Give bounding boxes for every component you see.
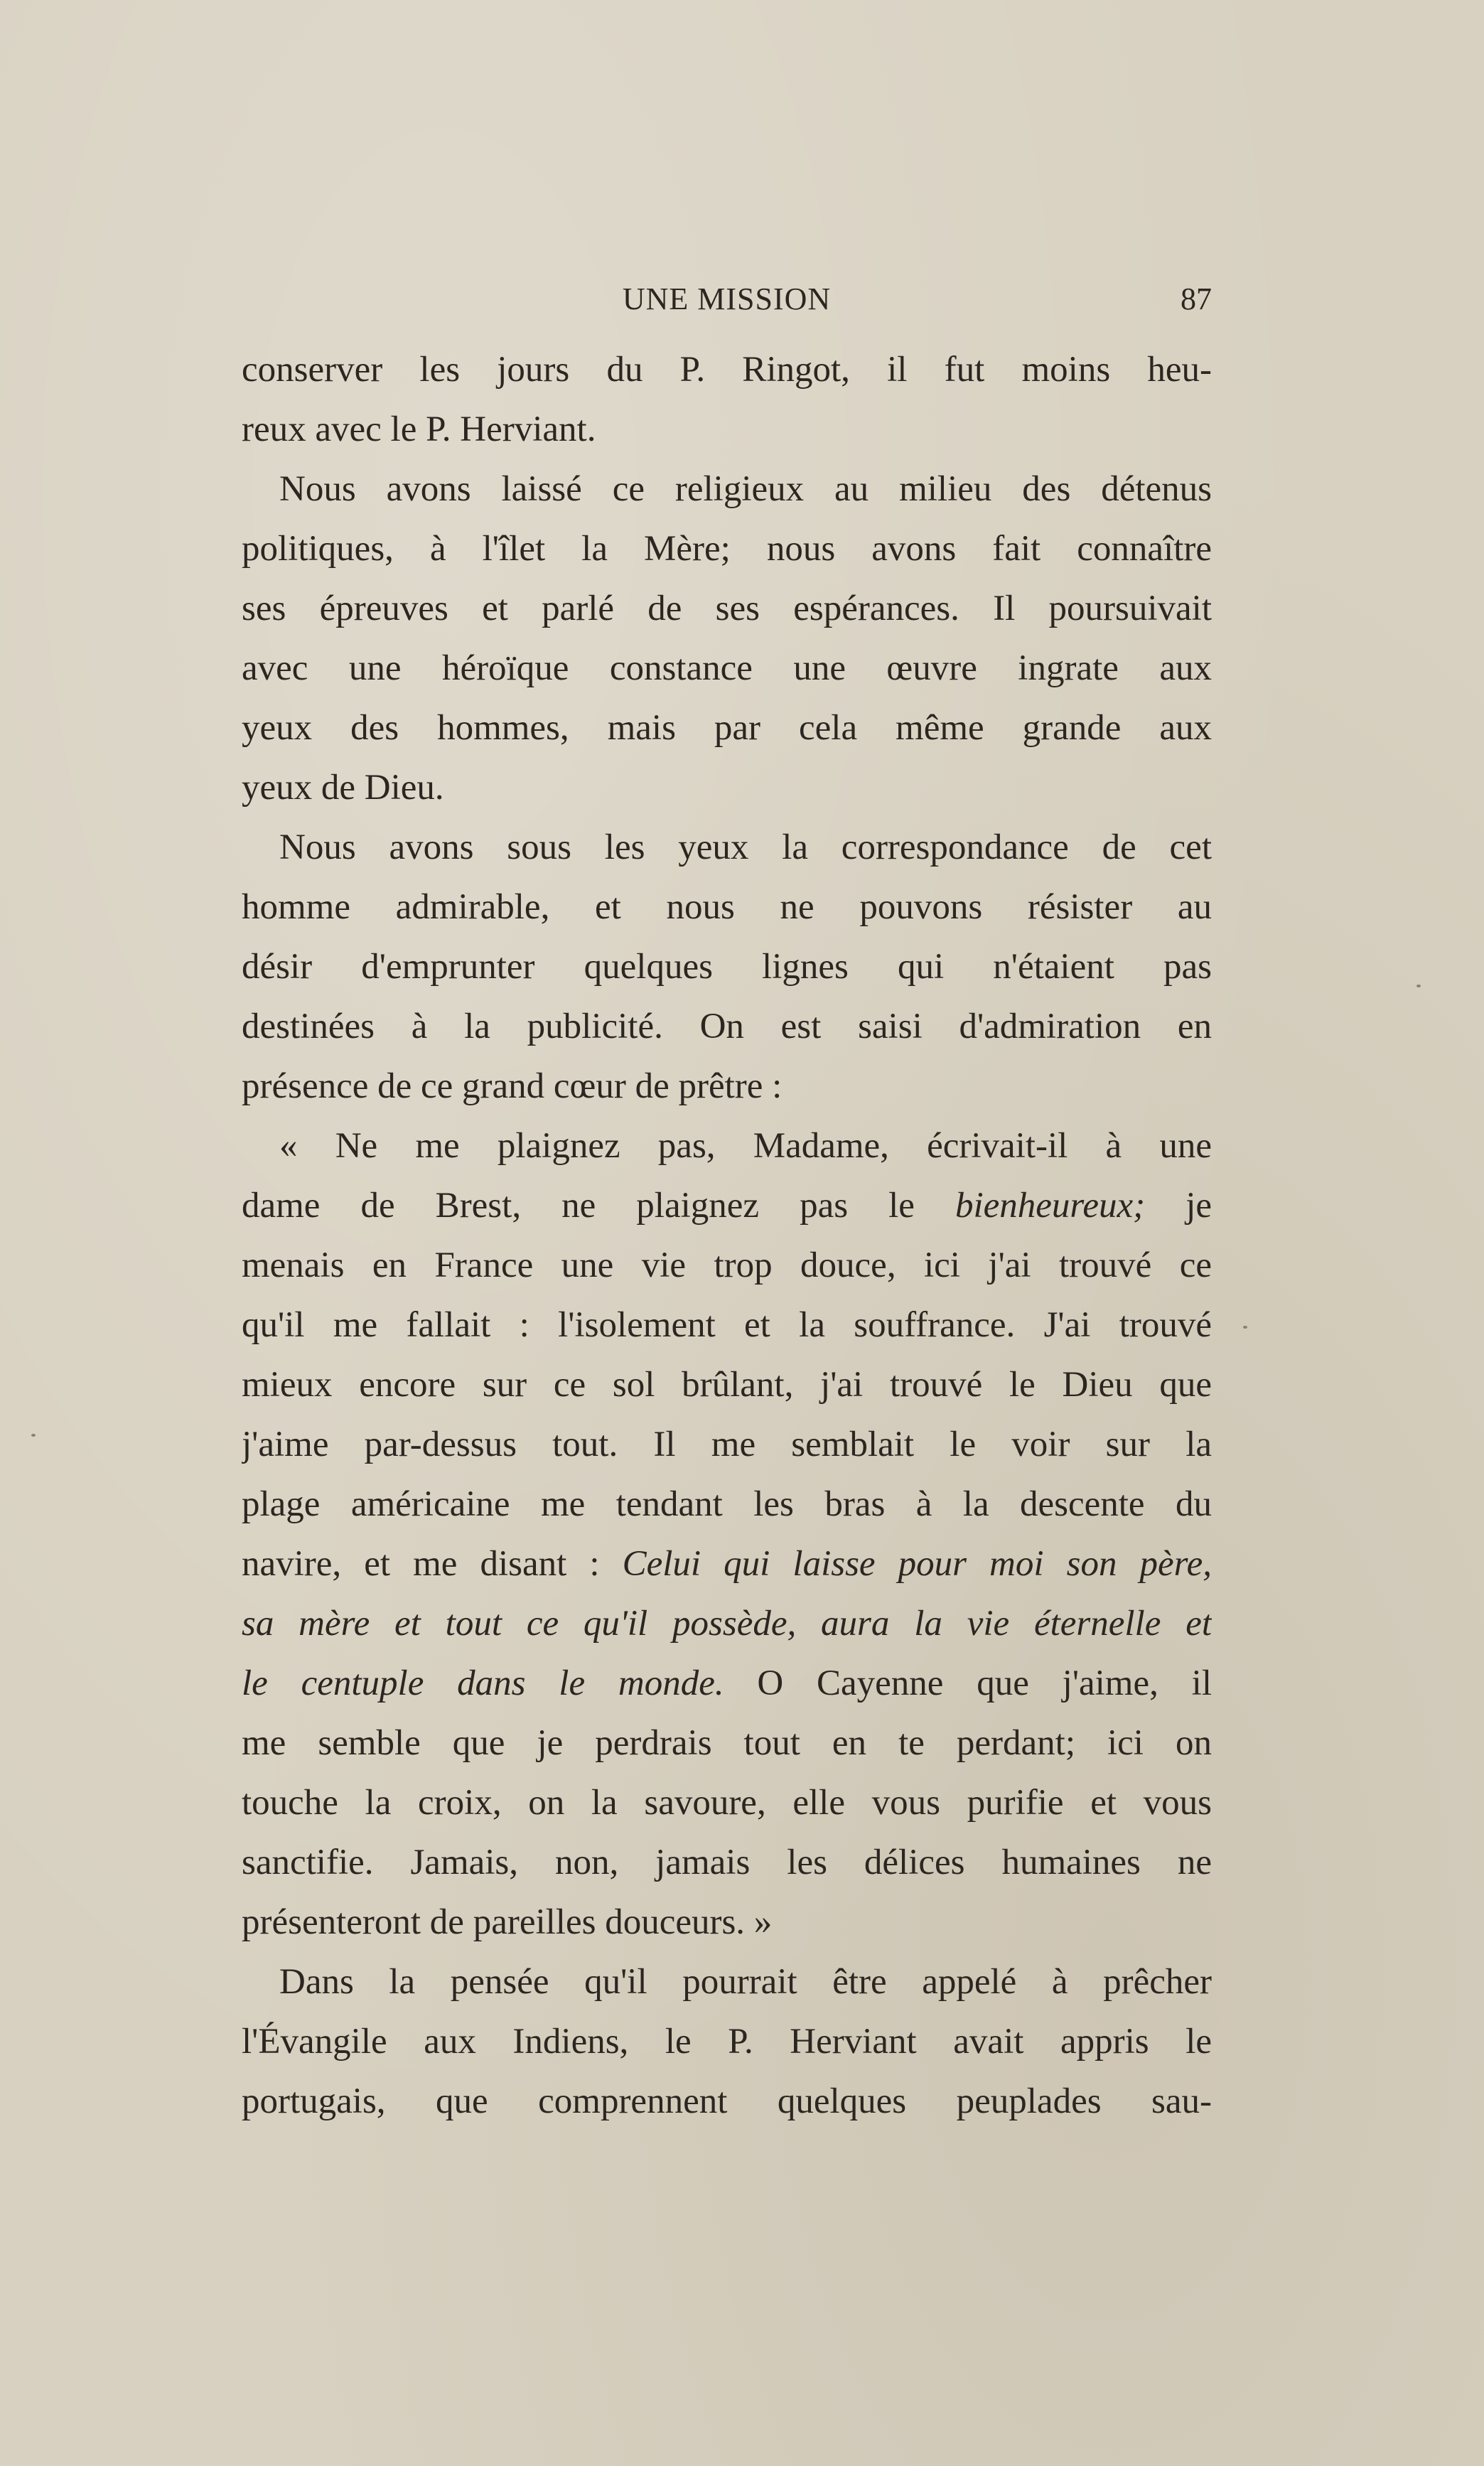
quote-text: dame de Brest, ne plaignez pas le: [242, 1186, 955, 1226]
text-line: homme admirable, et nous ne pouvons résister au: [242, 887, 1212, 927]
quote-line: [242, 1116, 1212, 1176]
text-line: ses épreuves et parlé de ses espérances. Il poursuivait: [242, 589, 1212, 628]
quote-text: me semble que je perdrais tout en te perdant; ici on: [242, 1723, 1212, 1763]
quote-line: [242, 1892, 1212, 1952]
text-line: présence de ce grand cœur de prêtre :: [242, 1066, 783, 1106]
text-line: avec une héroïque constance une œuvre ingrate aux: [242, 648, 1212, 688]
paper-speck: [1243, 1326, 1247, 1329]
text-line: yeux des hommes, mais par cela même grande aux: [242, 708, 1212, 748]
text-line: yeux de Dieu.: [242, 768, 444, 808]
paper-speck: [1416, 985, 1421, 987]
quote-text: présenteront de pareilles douceurs. »: [242, 1902, 773, 1942]
text-line: Nous avons laissé ce religieux au milieu des détenus: [279, 469, 1212, 509]
quote-italic-text: Celui qui laisse pour moi son père,: [622, 1544, 1212, 1584]
quote-line: [242, 1415, 1212, 1474]
quote-text: qu'il me fallait : l'isolement et la souffrance. J'ai trouvé: [242, 1305, 1212, 1345]
quote-line: [242, 1355, 1212, 1415]
page-number: 87: [1181, 282, 1212, 316]
quote-text: touche la croix, on la savoure, elle vous purifie et vous: [242, 1783, 1212, 1823]
text-line: portugais, que comprennent quelques peuplades sau-: [242, 2081, 1212, 2121]
quote-italic-text: sa mère et tout ce qu'il possède, aura la vie éternelle et: [242, 1604, 1212, 1644]
quote-text: mieux encore sur ce sol brûlant, j'ai trouvé le Dieu que: [242, 1365, 1212, 1405]
quote-text: navire, et me disant :: [242, 1544, 623, 1584]
quote-line: [242, 1713, 1212, 1773]
quote-text: sanctifie. Jamais, non, jamais les délices humaines ne: [242, 1843, 1212, 1882]
quote-text: je: [1145, 1186, 1212, 1226]
quote-line: [242, 1653, 1212, 1713]
text-line: politiques, à l'îlet la Mère; nous avons fait connaître: [242, 529, 1212, 569]
text-line: conserver les jours du P. Ringot, il fut moins heu-: [242, 350, 1212, 390]
quote-text: plage américaine me tendant les bras à la descente du: [242, 1484, 1212, 1524]
paper-speck: [31, 1434, 36, 1437]
quote-line: [242, 1235, 1212, 1295]
quote-italic-text: le centuple dans le monde.: [242, 1663, 724, 1703]
text-line: désir d'emprunter quelques lignes qui n'étaient pas: [242, 947, 1212, 987]
text-line: destinées à la publicité. On est saisi d'admiration en: [242, 1007, 1212, 1046]
quote-text: j'aime par-dessus tout. Il me semblait le voir sur la: [242, 1425, 1212, 1464]
quote-line: [242, 1833, 1212, 1892]
quote-line: [242, 1474, 1212, 1534]
page-header: [242, 281, 1212, 331]
running-title: UNE MISSION: [622, 282, 832, 316]
quote-text: O Cayenne que j'aime, il: [724, 1663, 1212, 1703]
quote-line: [242, 1295, 1212, 1355]
quote-text: « Ne me plaignez pas, Madame, écrivait-il à une: [279, 1126, 1212, 1166]
quote-line: [242, 1773, 1212, 1833]
text-line: reux avec le P. Herviant.: [242, 409, 596, 449]
quote-line: [242, 1594, 1212, 1653]
body-text: [242, 340, 1212, 2131]
quote-text: menais en France une vie trop douce, ici j'ai trouvé ce: [242, 1245, 1212, 1285]
text-line: Dans la pensée qu'il pourrait être appelé à prêcher: [279, 1962, 1212, 2002]
text-line: l'Évangile aux Indiens, le P. Herviant avait appris le: [242, 2022, 1212, 2062]
quote-line: [242, 1534, 1212, 1594]
quote-line: [242, 1176, 1212, 1235]
text-line: Nous avons sous les yeux la correspondance de cet: [279, 827, 1212, 867]
quote-italic-text: bienheureux;: [955, 1186, 1146, 1226]
